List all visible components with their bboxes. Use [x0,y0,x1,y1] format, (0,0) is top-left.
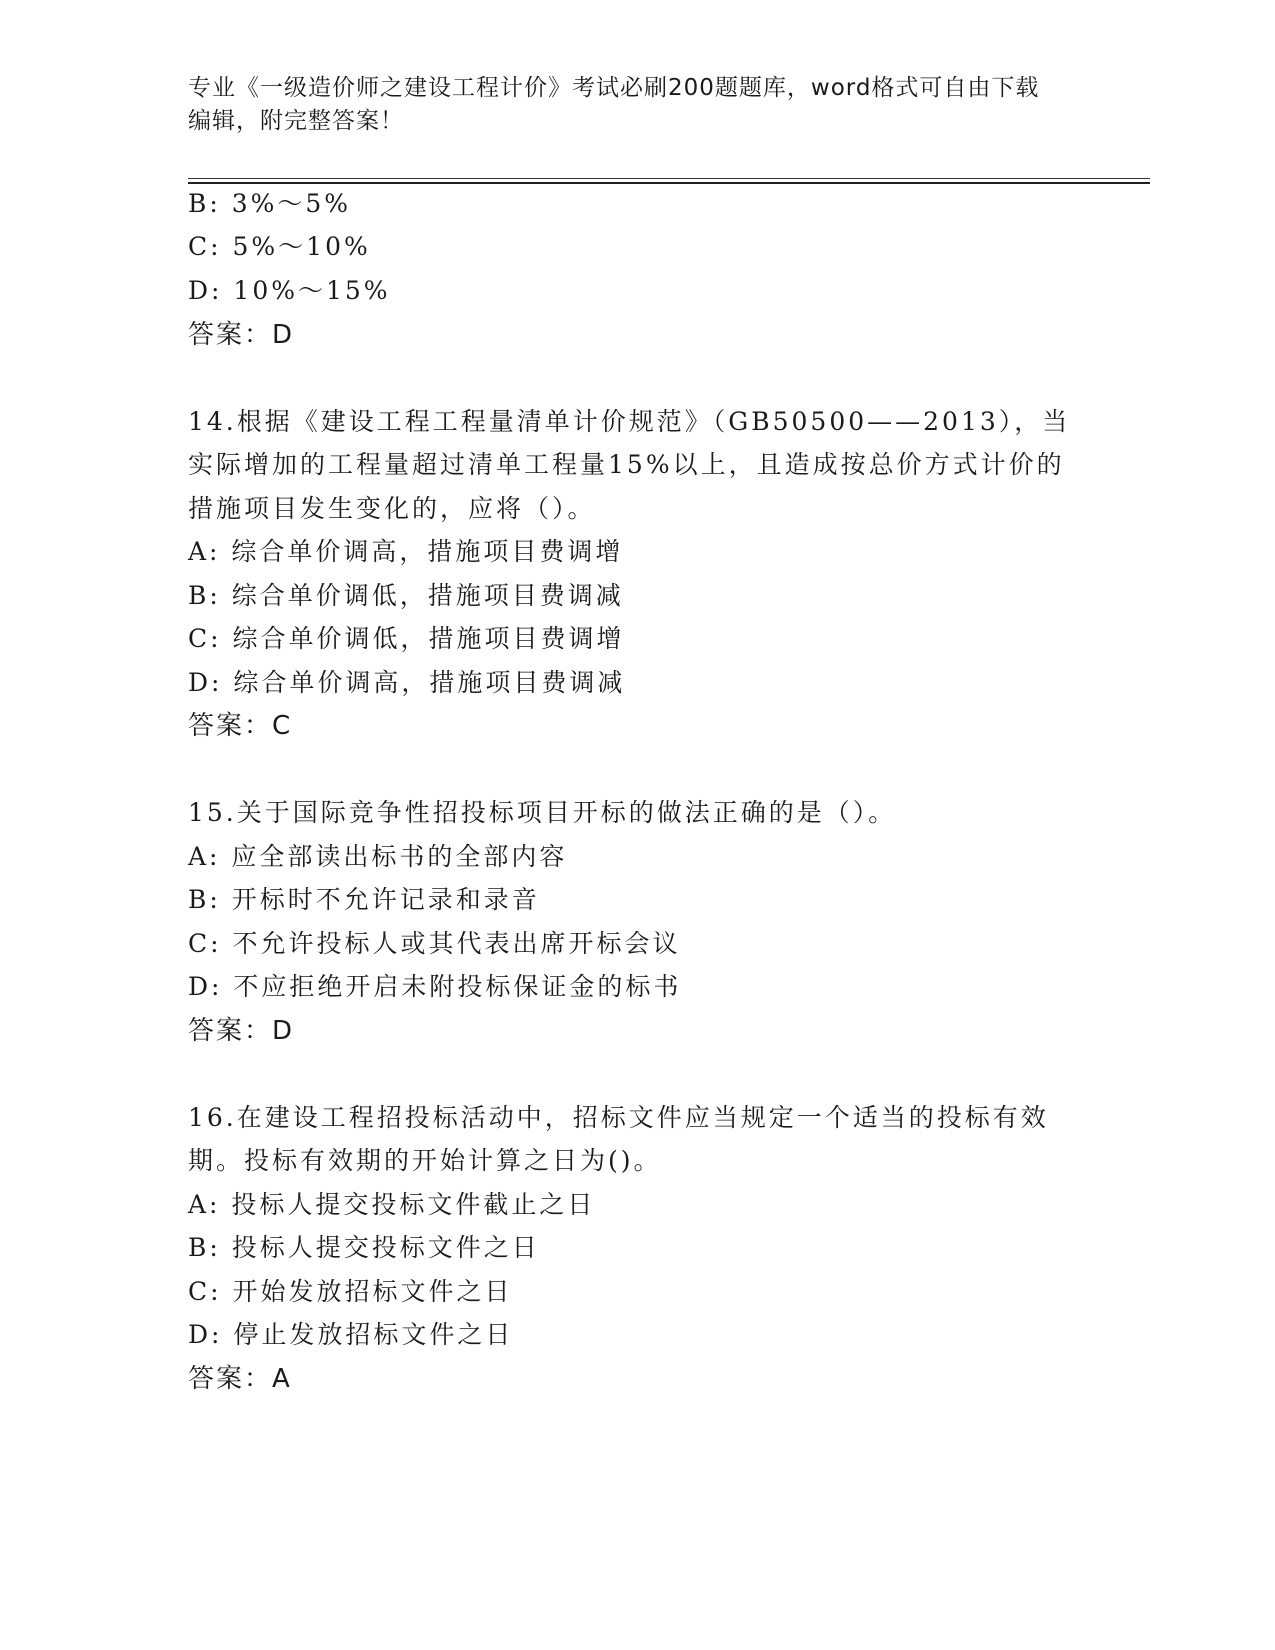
q14-option-c: C: 综合单价调低，措施项目费调增 [188,624,625,653]
q14-stem-line-2: 实际增加的工程量超过清单工程量15%以上，且造成按总价方式计价的 [188,450,1065,479]
q15-option-d: D: 不应拒绝开启未附投标保证金的标书 [188,972,682,1001]
q14-option-d: D: 综合单价调高，措施项目费调减 [188,668,626,697]
q15-option-c: C: 不允许投标人或其代表出席开标会议 [188,929,681,958]
q15-option-b: B: 开标时不允许记录和录音 [188,885,540,914]
q14-answer: 答案：C [188,711,293,741]
q16-stem-line-1: 16.在建设工程招投标活动中，招标文件应当规定一个适当的投标有效 [188,1103,1049,1132]
q14-stem-line-1: 14.根据《建设工程工程量清单计价规范》（GB50500——2013），当 [188,407,1071,436]
q14-option-b: B: 综合单价调低，措施项目费调减 [188,581,624,610]
q15-answer: 答案：D [188,1016,295,1046]
page-header [188,72,1088,138]
q16-option-a: A: 投标人提交投标文件截止之日 [188,1190,596,1219]
q13-option-c: C: 5%～10% [188,232,371,261]
header-divider-thin [188,178,1150,179]
q15-option-a: A: 应全部读出标书的全部内容 [188,842,568,871]
q16-option-b: B: 投标人提交投标文件之日 [188,1233,540,1262]
header-divider-thick [188,182,1150,184]
header-line-2: 编辑，附完整答案！ [188,108,404,134]
q13-option-d: D: 10%～15% [188,276,391,305]
q15-stem-line-1: 15.关于国际竞争性招投标项目开标的做法正确的是（）。 [188,798,897,827]
q14-stem-line-3: 措施项目发生变化的，应将（）。 [188,494,596,523]
q13-option-b: B: 3%～5% [188,189,352,218]
q16-stem-line-2: 期。投标有效期的开始计算之日为()。 [188,1146,662,1175]
q16-answer: 答案：A [188,1364,292,1394]
q14-option-a: A: 综合单价调高，措施项目费调增 [188,537,624,566]
q16-option-d: D: 停止发放招标文件之日 [188,1320,514,1349]
header-line-1: 专业《一级造价师之建设工程计价》考试必刷200题题库，word格式可自由下载 [188,75,1040,101]
q16-option-c: C: 开始发放招标文件之日 [188,1277,513,1306]
q13-answer: 答案：D [188,320,295,350]
